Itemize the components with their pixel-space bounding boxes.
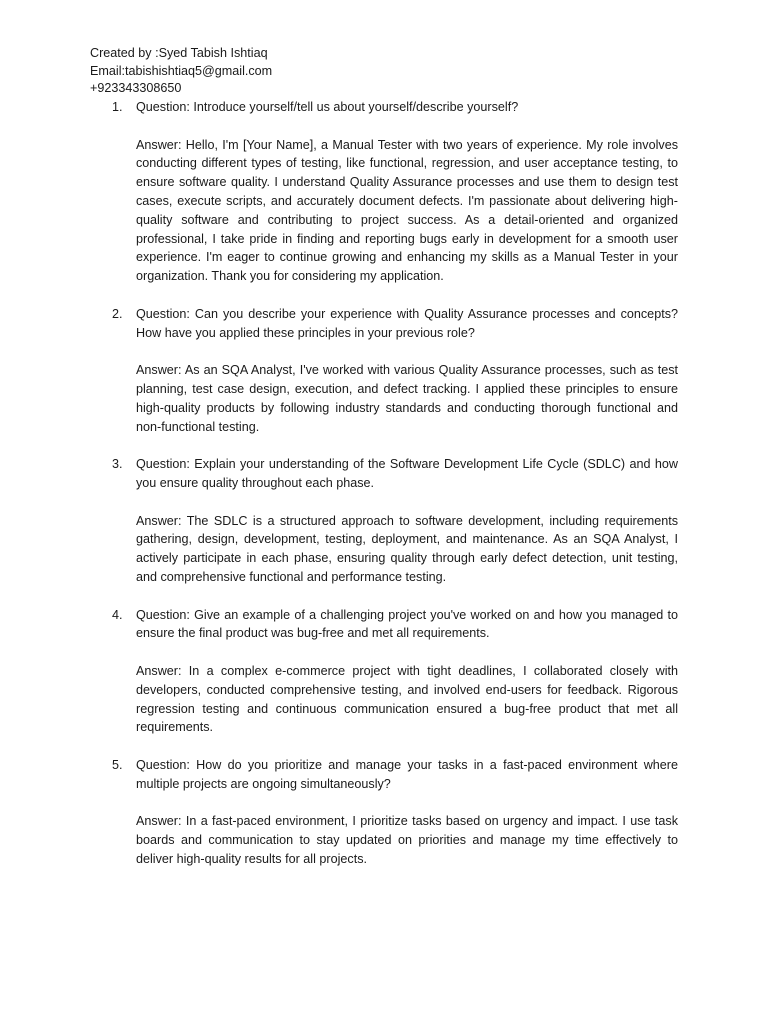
item-number: 5. xyxy=(112,757,123,772)
question-text: Question: Give an example of a challenging project you've worked on and how you managed to ensure the final product was bug-free and met all requirements. xyxy=(136,607,678,641)
qa-item-5 xyxy=(90,756,678,869)
email-line: Email:tabishishtiaq5@gmail.com xyxy=(90,63,273,78)
item-number: 2. xyxy=(112,306,123,321)
author-header xyxy=(90,45,272,98)
qa-item-2 xyxy=(90,305,678,437)
qa-item-4 xyxy=(90,606,678,738)
question-text: Question: Explain your understanding of the Software Development Life Cycle (SDLC) and how you ensure quality throughout each phase. xyxy=(136,457,678,490)
item-number: 1. xyxy=(112,100,123,114)
created-by-line: Created by :Syed Tabish Ishtiaq xyxy=(90,46,268,60)
phone-line: +923343308650 xyxy=(90,81,182,95)
qa-item-1 xyxy=(90,98,678,286)
question-text: Question: Can you describe your experience with Quality Assurance processes and concepts? How have you applied these principles in your previous role? xyxy=(136,306,678,340)
question-text: Question: Introduce yourself/tell us about yourself/describe yourself? xyxy=(136,100,519,114)
answer-text: Answer: As an SQA Analyst, I've worked with various Quality Assurance processes, such as test planning, test case design, execution, and defect tracking. I applied these principles to ensure high-quality products by following industry standards and conducting thorough functional and non-functional testing. xyxy=(136,363,678,434)
answer-text: Answer: The SDLC is a structured approach to software development, including requirements gathering, design, development, testing, deployment, and maintenance. As an SQA Analyst, I actively participate in each phase, ensuring quality through early defect detection, unit testing, and comprehensive functional and performance testing. xyxy=(136,513,678,584)
answer-text: Answer: Hello, I'm [Your Name], a Manual Tester with two years of experience. My role involves conducting different types of testing, like functional, regression, and user acceptance testing, to ensure software quality. I understand Quality Assurance processes and use them to design test cases, execute scripts, and accurately document defects. I'm passionate about delivering high-quality software and contributing to project success. As a detail-oriented and organized professional, I take pride in finding and reporting bugs early in development for a smooth user experience. I'm eager to continue growing and enhancing my skills as a Manual Tester in your organization. Thank you for considering my application. xyxy=(136,137,678,284)
qa-list xyxy=(90,98,678,887)
answer-text: Answer: In a complex e-commerce project with tight deadlines, I collaborated closely with developers, conducted comprehensive testing, and involved end-users for feedback. Rigorous regression testing and continuous communication ensured a bug-free product that met all requirements. xyxy=(136,663,678,735)
qa-item-3 xyxy=(90,455,678,587)
answer-text: Answer: In a fast-paced environment, I prioritize tasks based on urgency and impact. I use task boards and communication to stay updated on priorities and manage my time effectively to deliver high-quality results for all projects. xyxy=(136,814,678,866)
item-number: 3. xyxy=(112,457,123,472)
item-number: 4. xyxy=(112,607,123,622)
question-text: Question: How do you prioritize and manage your tasks in a fast-paced environment where multiple projects are ongoing simultaneously? xyxy=(136,757,678,791)
